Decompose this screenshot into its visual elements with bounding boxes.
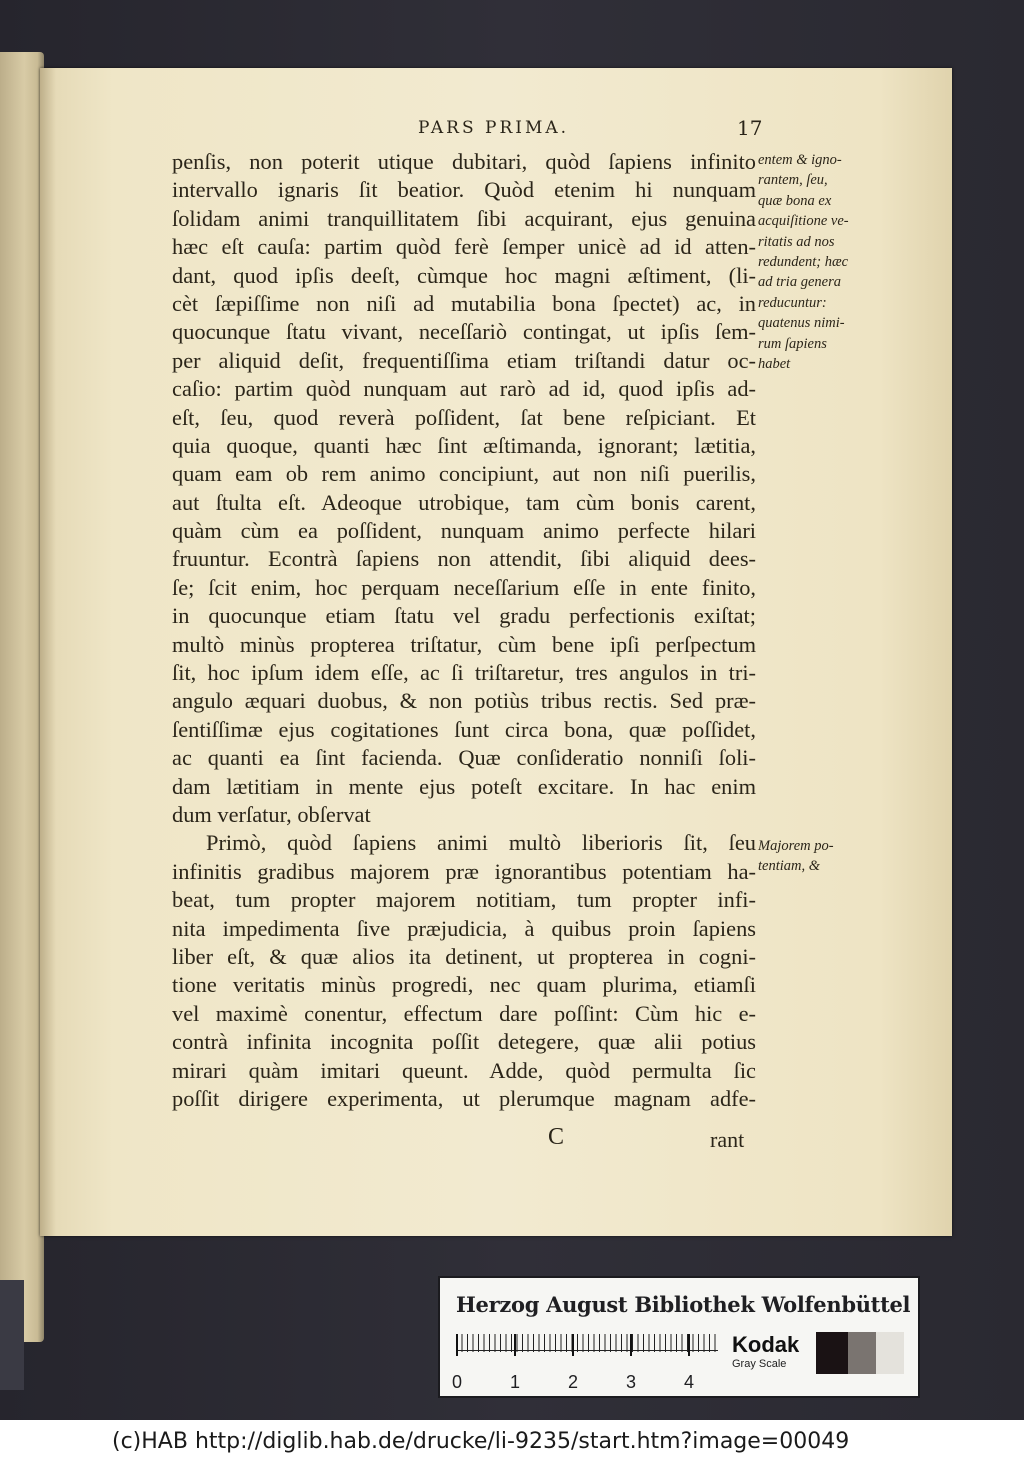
margin-note-line: redundent; hæc [758, 253, 849, 270]
facing-page-edge [0, 52, 44, 1342]
margin-note-line: habet [758, 355, 791, 372]
margin-note-line: ad tria genera [758, 274, 841, 291]
binding-shadow [0, 1280, 24, 1390]
text-line: dum verſatur, obſervat [172, 801, 371, 827]
margin-note-line: acquiſitione ve- [758, 213, 849, 230]
text-line: quocunque ſtatu vivant, neceſſariò contingat, ut ipſis ſem- [172, 319, 756, 345]
library-name: Herzog August Bibliothek Wolfenbüttel [456, 1292, 911, 1317]
margin-note-line: tentiam, & [758, 858, 821, 875]
margin-note-line: quatenus nimi- [758, 315, 845, 332]
ruler-number: 3 [626, 1372, 637, 1392]
text-line: quia quoque, quanti hæc ſint æſtimanda, ignorant; lætitia, [172, 432, 756, 458]
ruler-number: 2 [568, 1372, 579, 1392]
text-line: vel maximè conentur, effectum dare poſſint: Cùm hic e- [172, 1000, 756, 1026]
signature-mark: C [548, 1124, 565, 1150]
text-line: contrà infinita incognita poſſit detegere, quæ alii potius [172, 1029, 756, 1055]
margin-note-line: rum ſapiens [758, 335, 827, 352]
text-line: caſio: partim quòd nunquam aut rarò ad id, quod ipſis ad- [172, 376, 756, 402]
text-line: quàm cùm ea poſſident, nunquam animo perfecte hilari [172, 518, 756, 544]
ruler-tick [514, 1334, 516, 1356]
margin-note-line: Majorem po- [758, 838, 834, 854]
margin-note [758, 836, 878, 877]
text-line: nita impedimenta ſive præjudicia, à quibus proin ſapiens [172, 915, 756, 941]
text-line: infinitis gradibus majorem præ ignorantibus potentiam ha- [172, 858, 756, 884]
kodak-logo: Kodak [732, 1332, 800, 1357]
text-line: dam lætitiam in mente ejus poteſt excitare. In hac enim [172, 773, 756, 799]
ruler-tick [688, 1334, 690, 1356]
text-line: dant, quod ipſis deeſt, cùmque hoc magni æſtiment, (li- [172, 262, 756, 288]
text-line: ac quanti ea ſint facienda. Quæ conſideratio nonniſi ſoli- [172, 745, 756, 771]
text-line: beat, tum propter majorem notitiam, tum propter infi- [172, 887, 756, 913]
gray-swatch-mid [848, 1332, 876, 1374]
margin-note-line: reducuntur: [758, 294, 827, 311]
text-line: liber eſt, & quæ alios ita detinent, ut propterea in cogni- [172, 943, 756, 969]
gray-scale-label: Gray Scale [732, 1358, 787, 1370]
text-line: penſis, non poterit utique dubitari, quòd ſapiens infinito [172, 149, 756, 174]
page-number: 17 [737, 116, 763, 140]
text-line: ſe; ſcit enim, hoc perquam neceſſarium eſſe in ente finito, [172, 574, 756, 600]
ruler-number: 0 [452, 1372, 463, 1392]
text-line: hæc eſt cauſa: partim quòd ferè ſemper unicè ad id atten- [172, 234, 756, 260]
text-line: quam eam ob rem animo concipiunt, aut non niſi puerilis, [172, 461, 756, 487]
catchword: rant [710, 1127, 745, 1152]
gray-swatch-light [876, 1332, 904, 1374]
text-line: angulo æquari duobus, & non potiùs tribus rectis. Sed præ- [172, 688, 756, 714]
margin-note-line: ritatis ad nos [758, 233, 835, 250]
text-line: poſſit dirigere experimenta, ut plerumque magnam adfe- [172, 1085, 756, 1111]
margin-note-line: entem & igno- [758, 152, 842, 168]
body-text [172, 148, 756, 1113]
color-reference-card [438, 1276, 920, 1398]
ruler-baseline [456, 1350, 718, 1351]
margin-note-line: rantem, ſeu, [758, 172, 828, 189]
text-line: eſt, ſeu, quod reverà poſſident, ſat bene reſpiciant. Et [172, 404, 756, 430]
copyright-credit: (c)HAB http://diglib.hab.de/drucke/li-9235/start.htm?image=00049 [112, 1429, 850, 1454]
margin-note-line: quæ bona ex [758, 192, 832, 209]
text-line: aut ſtulta eſt. Adeoque utrobique, tam cùm bonis carent, [172, 489, 756, 515]
ruler-number: 1 [510, 1372, 521, 1392]
text-line: fruuntur. Econtrà ſapiens non attendit, ſibi aliquid dees- [172, 546, 756, 572]
ruler-tick [572, 1334, 574, 1356]
page-gutter-shadow [40, 68, 56, 1236]
text-line: ſit, hoc ipſum idem eſſe, ac ſi triſtaretur, tres angulos in tri- [172, 660, 756, 686]
text-line: mirari quàm imitari queunt. Adde, quòd permulta ſic [172, 1057, 756, 1083]
ruler-tick [456, 1334, 458, 1356]
text-line: cèt ſæpiſſime non niſi ad mutabilia bona ſpectet) ac, in [172, 290, 756, 316]
ruler-tick [630, 1334, 632, 1356]
text-line: ſentiſſimæ ejus cogitationes ſunt circa bona, quæ poſſidet, [172, 716, 756, 742]
text-line: intervallo ignaris ſit beatior. Quòd etenim hi nunquam [172, 177, 756, 203]
text-line: tione veritatis minùs progredi, nec quam plurima, etiamſi [172, 972, 756, 998]
margin-note [758, 150, 878, 374]
ruler-scale [456, 1334, 718, 1368]
text-line: per aliquid deſit, frequentiſſima etiam triſtandi datur oc- [172, 347, 756, 373]
running-title: PARS PRIMA. [418, 118, 570, 138]
text-line: Primò, quòd ſapiens animi multò liberioris ſit, ſeu [206, 830, 756, 856]
running-head [40, 116, 952, 146]
text-line: in quocunque etiam ſtatu vel gradu perfectionis exiſtat; [172, 603, 756, 629]
text-line: multò minùs propterea triſtatur, cùm bene ipſi perſpectum [172, 631, 756, 657]
ruler-number: 4 [684, 1372, 695, 1392]
credit-bar [0, 1420, 1024, 1469]
text-line: ſolidam animi tranquillitatem ſibi acquirant, ejus genuina [172, 205, 756, 231]
gray-swatch-dark [816, 1332, 848, 1374]
